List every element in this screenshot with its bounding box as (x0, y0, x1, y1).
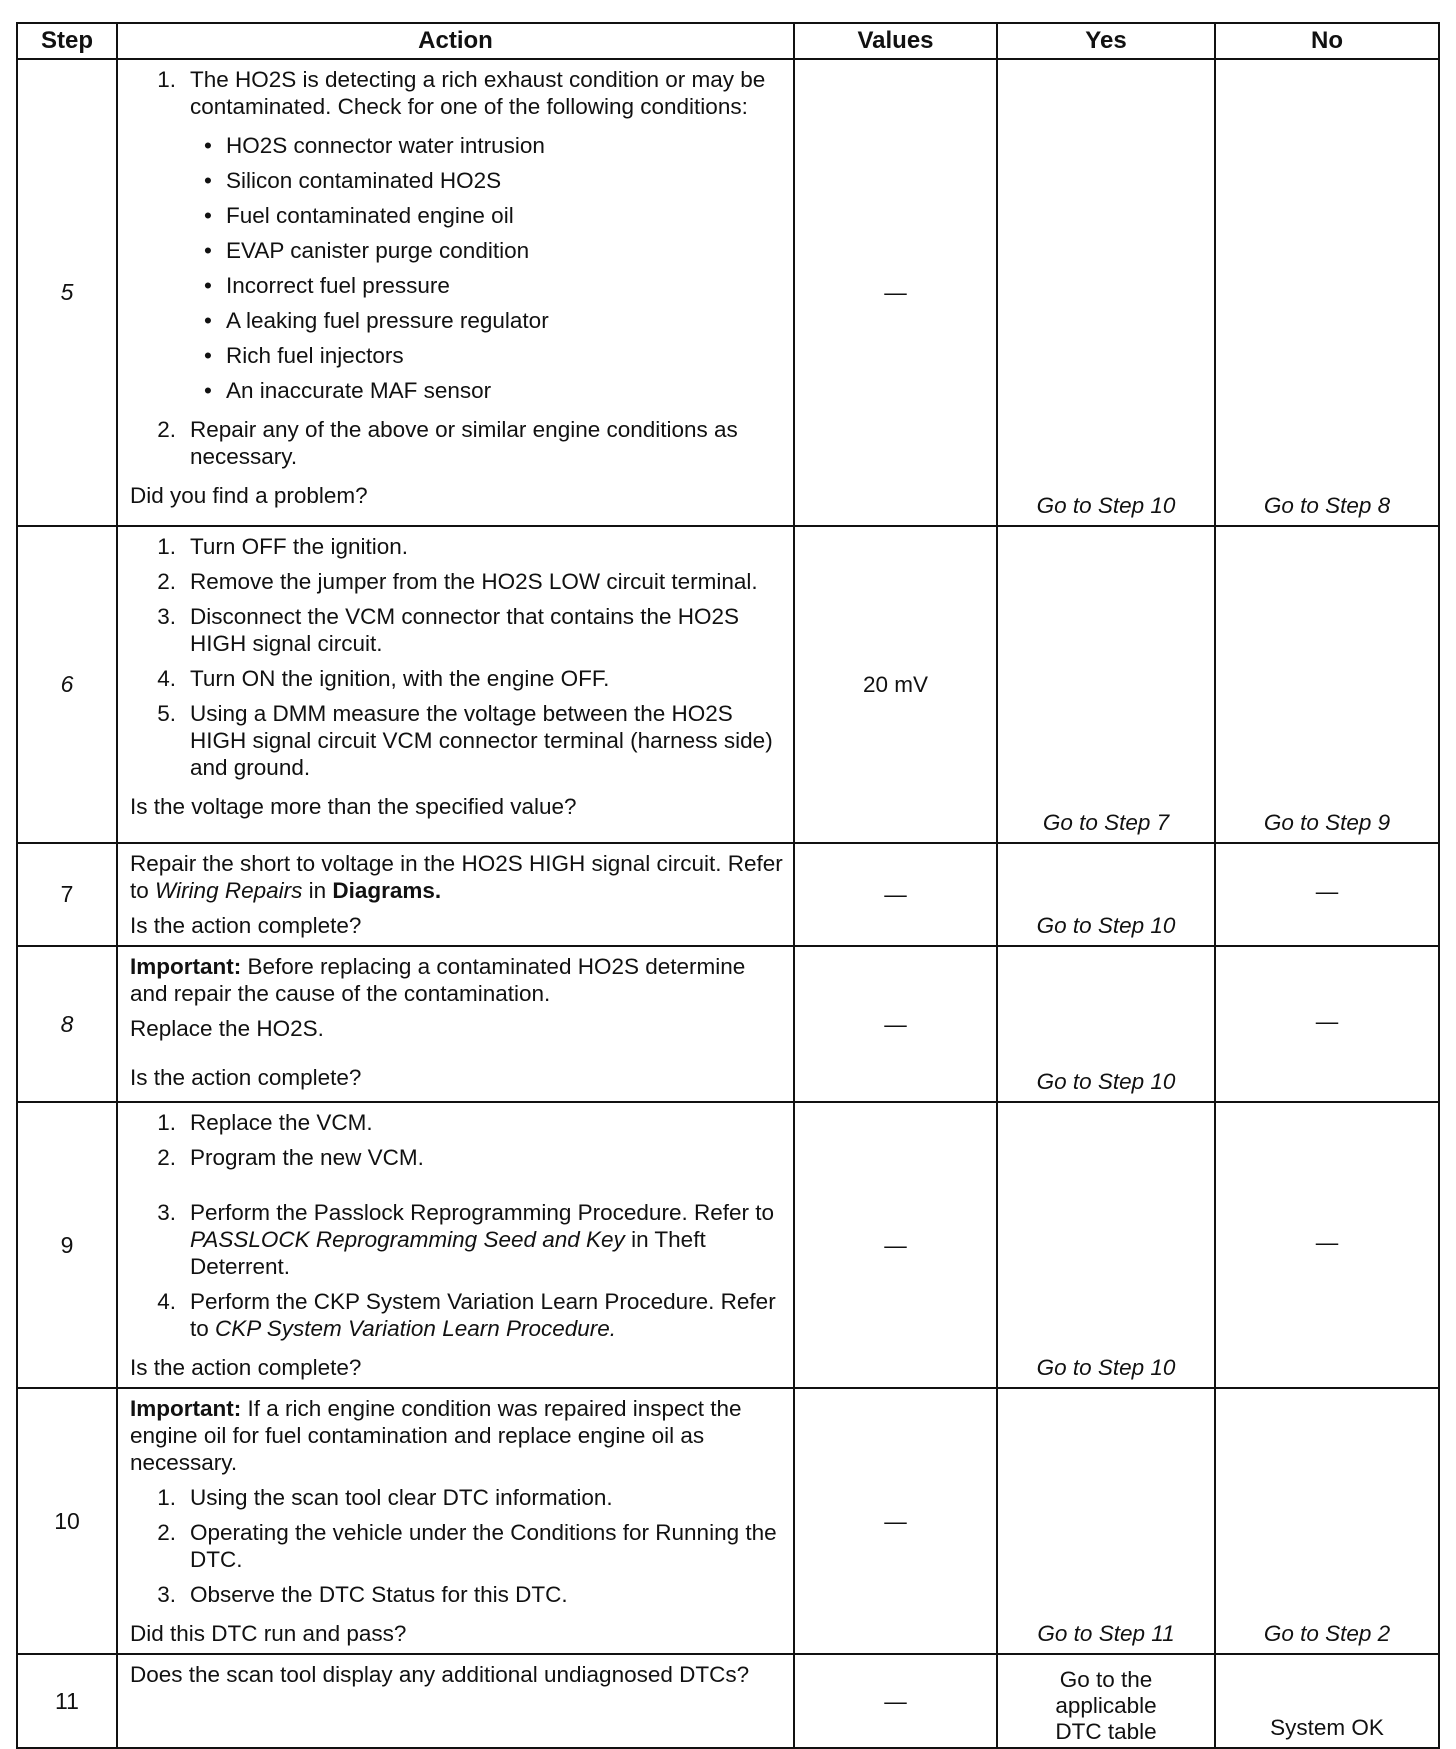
header-action: Action (117, 23, 794, 59)
values-cell: 20 mV (794, 526, 997, 843)
yes-cell: Go to Step 10 (997, 59, 1215, 526)
table-row-step-5 (17, 59, 1439, 526)
list-item: • EVAP canister purge condition (204, 237, 783, 264)
values-cell: — (794, 843, 997, 946)
no-cell: Go to Step 9 (1215, 526, 1439, 843)
action-item: 3. Disconnect the VCM connector that contains the HO2S HIGH signal circuit. (157, 604, 740, 656)
question-text: Is the voltage more than the specified value? (130, 794, 577, 819)
table-row-step-11 (17, 1654, 1439, 1748)
action-text: Replace the HO2S. (130, 1016, 324, 1041)
list-item: • An inaccurate MAF sensor (204, 377, 783, 404)
action-item: 1. Replace the VCM. (157, 1110, 373, 1135)
question-text: Did this DTC run and pass? (130, 1621, 407, 1646)
yes-line: Go to the (1059, 1667, 1153, 1692)
no-cell: Go to Step 2 (1215, 1388, 1439, 1654)
values-cell: — (794, 1654, 997, 1748)
action-item: 5. Using a DMM measure the voltage between the HO2S HIGH signal circuit VCM connector terminal (harness side) and ground. (157, 701, 773, 780)
step-number: 5 (17, 59, 117, 526)
list-item: • A leaking fuel pressure regulator (204, 307, 783, 334)
diagnostic-table (16, 22, 1440, 1749)
step-number: 6 (17, 526, 117, 843)
list-item: • Incorrect fuel pressure (204, 272, 783, 299)
action-cell (117, 946, 794, 1102)
action-item: 1. Using the scan tool clear DTC information. (157, 1485, 613, 1510)
action-item: 3. Perform the Passlock Reprogramming Procedure. Refer to PASSLOCK Reprogramming Seed and Key in Theft Deterrent. (157, 1200, 774, 1279)
action-cell (117, 843, 794, 946)
header-values: Values (794, 23, 997, 59)
question-text: Does the scan tool display any additional undiagnosed DTCs? (130, 1662, 750, 1687)
list-item: • Silicon contaminated HO2S (204, 167, 783, 194)
values-cell: — (794, 946, 997, 1102)
list-item: • HO2S connector water intrusion (204, 132, 783, 159)
step-number: 7 (17, 843, 117, 946)
header-step: Step (17, 23, 117, 59)
step-number: 9 (17, 1102, 117, 1388)
yes-cell: Go to Step 10 (997, 946, 1215, 1102)
header-yes: Yes (997, 23, 1215, 59)
values-cell: — (794, 1388, 997, 1654)
step-number: 8 (17, 946, 117, 1102)
action-item: 2. Program the new VCM. (157, 1145, 424, 1170)
yes-cell: Go to Step 10 (997, 843, 1215, 946)
table-row-step-8 (17, 946, 1439, 1102)
action-item: 4. Turn ON the ignition, with the engine OFF. (157, 666, 610, 691)
no-cell: — (1215, 1102, 1439, 1388)
header-no: No (1215, 23, 1439, 59)
no-cell: — (1215, 946, 1439, 1102)
action-item: 4. Perform the CKP System Variation Learn Procedure. Refer to CKP System Variation Learn Procedure. (157, 1289, 776, 1341)
values-cell: — (794, 1102, 997, 1388)
header-row (17, 23, 1439, 59)
step-number: 10 (17, 1388, 117, 1654)
action-cell (117, 526, 794, 843)
action-text: Repair the short to voltage in the HO2S HIGH signal circuit. Refer to Wiring Repairs in Diagrams. (130, 851, 783, 903)
table-row-step-7 (17, 843, 1439, 946)
yes-cell: Go to Step 11 (997, 1388, 1215, 1654)
question-text: Is the action complete? (130, 1355, 362, 1380)
list-item: • Fuel contaminated engine oil (204, 202, 783, 229)
question-text: Did you find a problem? (130, 483, 368, 508)
yes-cell (997, 1654, 1215, 1748)
yes-cell: Go to Step 7 (997, 526, 1215, 843)
action-item: 1. The HO2S is detecting a rich exhaust condition or may be contaminated. Check for one of the following conditions: (157, 67, 766, 119)
action-item: 1. Turn OFF the ignition. (157, 534, 409, 559)
values-cell: — (794, 59, 997, 526)
question-text: Is the action complete? (130, 1065, 362, 1090)
action-item: 2. Repair any of the above or similar engine conditions as necessary. (157, 417, 738, 469)
yes-line: applicable (1055, 1693, 1157, 1718)
action-item: 2. Remove the jumper from the HO2S LOW circuit terminal. (157, 569, 758, 594)
action-cell (117, 1102, 794, 1388)
yes-line: DTC table (1055, 1719, 1157, 1744)
question-text: Is the action complete? (130, 913, 362, 938)
action-item: 3. Observe the DTC Status for this DTC. (157, 1582, 568, 1607)
action-cell (117, 1388, 794, 1654)
no-cell: — (1215, 843, 1439, 946)
table-row-step-9 (17, 1102, 1439, 1388)
conditions-list (130, 132, 783, 412)
list-item: • Rich fuel injectors (204, 342, 783, 369)
no-cell: Go to Step 8 (1215, 59, 1439, 526)
action-cell (117, 59, 794, 526)
action-cell (117, 1654, 794, 1748)
yes-cell: Go to Step 10 (997, 1102, 1215, 1388)
diagnostic-table-page (16, 22, 1438, 1749)
table-row-step-10 (17, 1388, 1439, 1654)
step-number: 11 (17, 1654, 117, 1748)
no-cell: System OK (1215, 1654, 1439, 1748)
action-item: 2. Operating the vehicle under the Conditions for Running the DTC. (157, 1520, 777, 1572)
table-row-step-6 (17, 526, 1439, 843)
important-note: Important: If a rich engine condition was repaired inspect the engine oil for fuel contamination and replace engine oil as necessary. (130, 1396, 742, 1475)
important-note: Important: Before replacing a contaminated HO2S determine and repair the cause of the contamination. (130, 954, 746, 1006)
